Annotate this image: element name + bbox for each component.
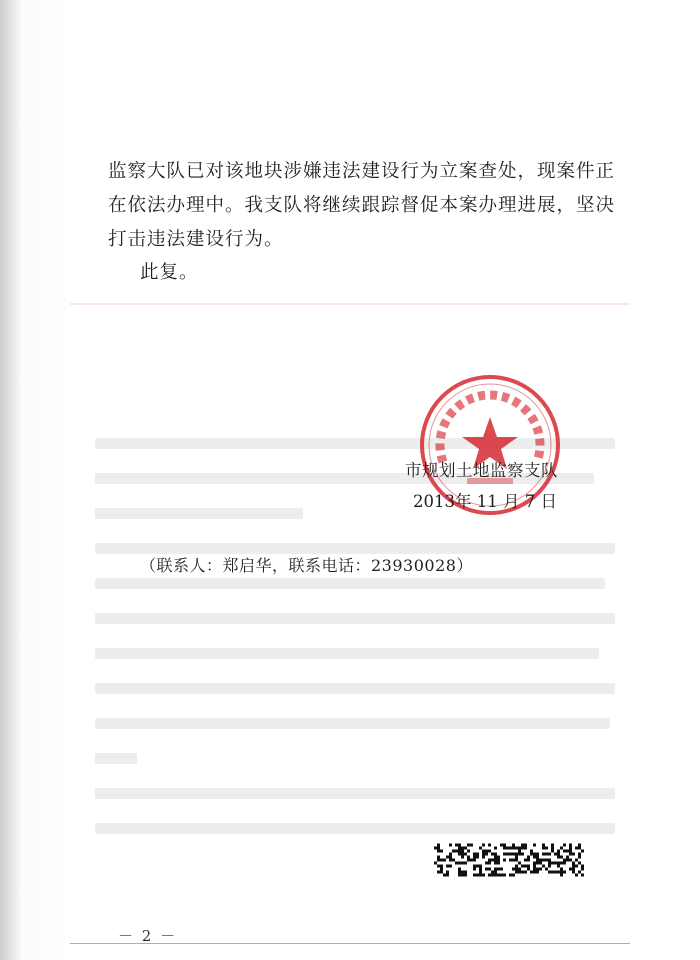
- contact-info: （联系人：郑启华，联系电话：23930028）: [140, 556, 473, 575]
- showthrough-rule: [70, 303, 630, 305]
- issue-date: 2013年 11 月 7 日: [413, 492, 557, 511]
- reply-closing: 此复。: [140, 262, 199, 283]
- barcode-icon: [434, 843, 584, 877]
- page-number: － 2 －: [118, 927, 178, 945]
- bottom-rule: [70, 943, 630, 944]
- issuing-organization: 市规划土地监察支队: [405, 461, 558, 480]
- scan-shadow: [0, 0, 22, 960]
- body-paragraph: 监察大队已对该地块涉嫌违法建设行为立案查处，现案件正在依法办理中。我支队将继续跟踪督促本案办理进展，坚决打击违法建设行为。: [108, 161, 616, 250]
